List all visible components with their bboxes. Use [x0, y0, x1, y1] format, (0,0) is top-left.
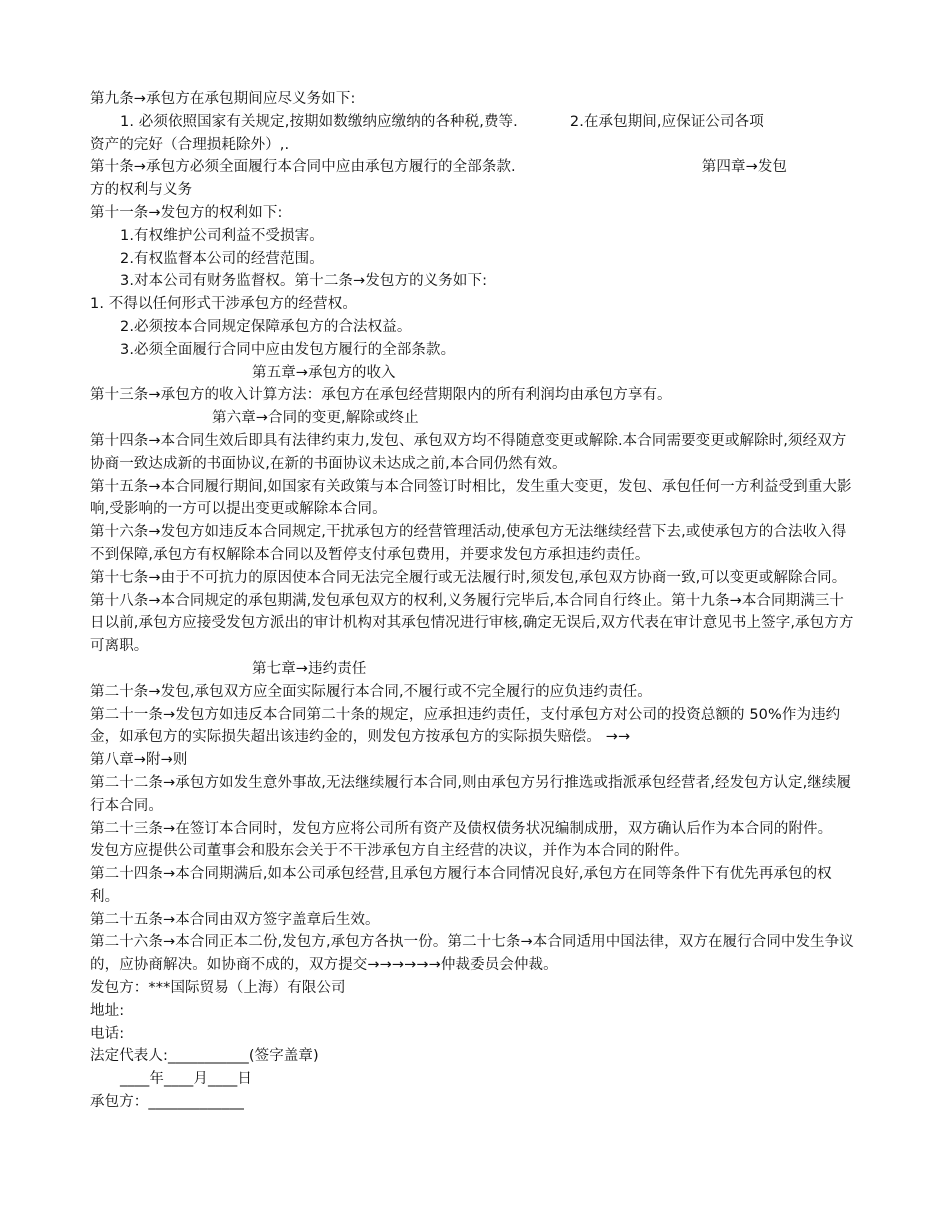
article-12-duty-2: 2.必须按本合同规定保障承包方的合法权益。 [120, 318, 412, 335]
party-a-address: 地址: [90, 1002, 125, 1019]
article-9-duty-1-2 [90, 111, 858, 134]
article-22: 第二十二条→承包方如发生意外事故,无法继续履行本合同,则由承包方另行推选或指派承包经营者,经发包方认定,继续履行本合同。 [90, 774, 852, 814]
article-18-19: 第十八条→本合同规定的承包期满,发包承包双方的权利,义务履行完毕后,本合同自行终止。第十九条→本合同期满三十日以前,承包方应接受发包方派出的审计机构对其承包情况进行审核,确定无误后,双方代表在审计意见书上签字,承包方方可离职。 [90, 592, 854, 655]
article-9-heading: 第九条→承包方在承包期间应尽义务如下: [90, 91, 356, 107]
article-12-duty-1: 1. 不得以任何形式干涉承包方的经营权。 [90, 296, 357, 313]
chapter-4-title-continued: 方的权利与义务 [90, 182, 193, 199]
article-9-duty-2-continued: 资产的完好（合理损耗除外）,. [90, 136, 290, 153]
chapter-6-title: 第六章→合同的变更,解除或终止 [212, 410, 419, 427]
article-12-duty-3: 3.必须全面履行合同中应由发包方履行的全部条款。 [120, 341, 456, 358]
article-10-row [90, 156, 858, 179]
article-11-right-2: 2.有权监督本公司的经营范围。 [120, 250, 324, 267]
chapter-5-title: 第五章→承包方的收入 [252, 364, 396, 381]
article-9-duty-2-start: 2.在承包期间,应保证公司各项 [569, 113, 764, 130]
article-9-duty-1: 1. 必须依照国家有关规定,按期如数缴纳应缴纳的各种税,费等. [120, 113, 518, 130]
party-a-name: 发包方：***国际贸易（上海）有限公司 [90, 980, 346, 997]
article-20: 第二十条→发包,承包双方应全面实际履行本合同,不履行或不完全履行的应负违约责任。 [90, 683, 652, 700]
article-16: 第十六条→发包方如违反本合同规定,干扰承包方的经营管理活动,使承包方无法继续经营下去,或使承包方的合法收入得不到保障,承包方有权解除本合同以及暂停支付承包费用，并要求发包方承担违约责任。 [90, 524, 847, 563]
article-15: 第十五条→本合同履行期间,如国家有关政策与本合同签订时相比，发生重大变更，发包、承包任何一方利益受到重大影响,受影响的一方可以提出变更或解除本合同。 [90, 478, 852, 518]
party-a-phone: 电话: [90, 1025, 125, 1042]
chapter-4-title-start: 第四章→发包 [701, 159, 788, 176]
article-24: 第二十四条→本合同期满后,如本公司承包经营,且承包方履行本合同情况良好,承包方在同等条件下有优先再承包的权利。 [90, 866, 832, 905]
signature-date: ____年____月____日 [120, 1071, 252, 1088]
chapter-8-title: 第八章→附→则 [90, 752, 188, 769]
article-11-heading: 第十一条→发包方的权利如下: [90, 204, 283, 221]
contract-document [90, 88, 858, 1114]
article-13: 第十三条→承包方的收入计算方法：承包方在承包经营期限内的所有利润均由承包方享有。 [90, 387, 672, 404]
article-11-right-1: 1.有权维护公司利益不受损害。 [120, 227, 324, 244]
article-11-right-3-and-article-12: 3.对本公司有财务监督权。第十二条→发包方的义务如下: [120, 273, 488, 290]
article-17: 第十七条→由于不可抗力的原因使本合同无法完全履行或无法履行时,须发包,承包双方协商一致,可以变更或解除合同。 [90, 569, 847, 586]
article-25: 第二十五条→本合同由双方签字盖章后生效。 [90, 911, 380, 928]
party-b-name: 承包方：_____________ [90, 1094, 244, 1111]
article-10: 第十条→承包方必须全面履行本合同中应由承包方履行的全部条款. [90, 159, 516, 176]
article-14: 第十四条→本合同生效后即具有法律约束力,发包、承包双方均不得随意变更或解除.本合同需要变更或解除时,须经双方协商一致达成新的书面协议,在新的书面协议未达成之前,本合同仍然有效。 [90, 432, 847, 472]
legal-representative-signature: 法定代表人:___________(签字盖章) [90, 1048, 319, 1065]
article-26-27: 第二十六条→本合同正本二份,发包方,承包方各执一份。第二十七条→本合同适用中国法律，双方在履行合同中发生争议的，应协商解决。如协商不成的，双方提交→→→→→→仲裁委员会仲裁。 [90, 934, 854, 974]
article-21: 第二十一条→发包方如违反本合同第二十条的规定，应承担违约责任，支付承包方对公司的投资总额的 50%作为违约金，如承包方的实际损失超出该违约金的，则发包方按承包方的实际损失赔偿。 →→ [90, 706, 841, 746]
article-23: 第二十三条→在签订本合同时，发包方应将公司所有资产及债权债务状况编制成册，双方确认后作为本合同的附件。 [90, 820, 833, 837]
chapter-7-title: 第七章→违约责任 [252, 660, 367, 677]
article-23-resolution: 发包方应提供公司董事会和股东会关于不干涉承包方自主经营的决议，并作为本合同的附件。 [90, 843, 689, 860]
